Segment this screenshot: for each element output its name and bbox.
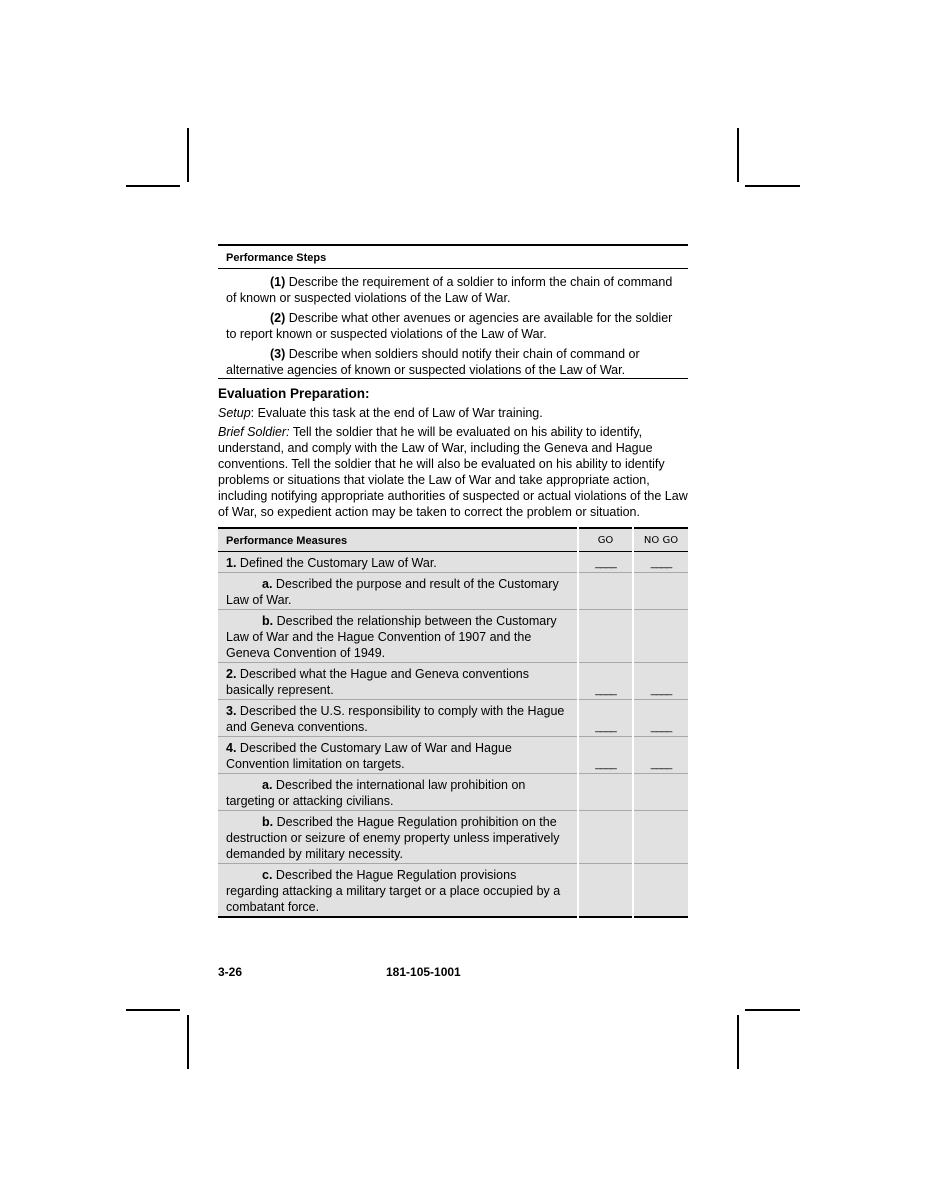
measure-number: 3.	[226, 704, 237, 718]
go-mark-cell	[578, 774, 633, 811]
go-blank[interactable]: ____	[595, 557, 616, 569]
step-text: Describe when soldiers should notify their chain of command or alternative agencies of known or suspected violations of the Law of War.	[226, 347, 640, 377]
measure-number: b.	[262, 815, 274, 829]
brief-soldier-text: Tell the soldier that he will be evaluated on his ability to identify, understand, and comply with the Law of War, including the Geneva and Hague conventions. Tell the soldier that he will also be evaluated on his ability to identify problems or situations that violate the Law of War and take appropriate action, including notifying appropriate authorities of suspected or actual violations of the Law of War, so expedient action may be taken to correct the problem or situation.	[218, 425, 688, 519]
measure-text: Described the international law prohibition on targeting or attacking civilians.	[226, 778, 526, 808]
table-row	[218, 864, 688, 918]
measure-text: Described the Hague Regulation prohibition on the destruction or seizure of enemy property unless imperatively demanded by military necessity.	[226, 815, 560, 861]
measure-number: c.	[262, 868, 273, 882]
table-row	[218, 774, 688, 811]
measure-cell	[218, 864, 578, 918]
measure-cell	[218, 811, 578, 864]
table-row	[218, 552, 688, 573]
go-mark-cell[interactable]	[578, 737, 633, 774]
measure-cell	[218, 573, 578, 610]
measure-cell	[218, 737, 578, 774]
measure-cell	[218, 663, 578, 700]
performance-step	[226, 274, 680, 306]
go-mark-cell	[578, 573, 633, 610]
table-row	[218, 663, 688, 700]
crop-mark-bottom-left-horizontal	[126, 1009, 180, 1011]
performance-measures-table	[218, 527, 688, 918]
measure-cell	[218, 700, 578, 737]
measure-text: Described what the Hague and Geneva conventions basically represent.	[226, 667, 529, 697]
measure-number: 1.	[226, 556, 237, 570]
measure-number: 4.	[226, 741, 237, 755]
table-row	[218, 610, 688, 663]
step-number: (3)	[270, 347, 286, 361]
measure-cell	[218, 552, 578, 573]
crop-mark-top-left-vertical	[187, 128, 189, 182]
step-number: (1)	[270, 275, 286, 289]
measure-text: Defined the Customary Law of War.	[239, 556, 437, 570]
nogo-mark-cell	[633, 811, 688, 864]
measure-text: Described the U.S. responsibility to comply with the Hague and Geneva conventions.	[226, 704, 565, 734]
nogo-mark-cell	[633, 610, 688, 663]
step-text: Describe what other avenues or agencies are available for the soldier to report known or suspected violations of the Law of War.	[226, 311, 673, 341]
go-column-header: GO	[578, 528, 633, 552]
evaluation-preparation-title: Evaluation Preparation:	[218, 386, 370, 401]
nogo-column-header: NO GO	[633, 528, 688, 552]
measure-number: b.	[262, 614, 274, 628]
crop-mark-bottom-right-horizontal	[745, 1009, 800, 1011]
performance-steps-header: Performance Steps	[218, 244, 688, 269]
crop-mark-bottom-left-vertical	[187, 1015, 189, 1069]
nogo-blank[interactable]: ____	[650, 758, 672, 770]
step-number: (2)	[270, 311, 286, 325]
nogo-blank[interactable]: ____	[650, 721, 672, 733]
go-mark-cell	[578, 811, 633, 864]
go-blank[interactable]: ____	[595, 758, 616, 770]
task-number: 181-105-1001	[386, 965, 461, 979]
go-blank[interactable]: ____	[595, 684, 616, 696]
brief-soldier-paragraph	[218, 424, 688, 520]
go-mark-cell[interactable]	[578, 700, 633, 737]
nogo-blank[interactable]: ____	[650, 557, 672, 569]
nogo-blank[interactable]: ____	[650, 684, 672, 696]
crop-mark-bottom-right-vertical	[737, 1015, 739, 1069]
nogo-mark-cell[interactable]	[633, 700, 688, 737]
go-mark-cell	[578, 610, 633, 663]
step-text: Describe the requirement of a soldier to inform the chain of command of known or suspected violations of the Law of War.	[226, 275, 673, 305]
crop-mark-top-right-vertical	[737, 128, 739, 182]
measure-number: a.	[262, 577, 273, 591]
setup-text: Evaluate this task at the end of Law of War training.	[257, 406, 543, 420]
nogo-mark-cell	[633, 774, 688, 811]
table-row	[218, 573, 688, 610]
measure-number: 2.	[226, 667, 237, 681]
measure-text: Described the Hague Regulation provisions regarding attacking a military target or a place occupied by a combatant force.	[226, 868, 561, 914]
performance-measures-header: Performance Measures	[218, 528, 578, 552]
measure-text: Described the relationship between the Customary Law of War and the Hague Convention of 1907 and the Geneva Convention of 1949.	[226, 614, 557, 660]
go-mark-cell[interactable]	[578, 663, 633, 700]
go-mark-cell	[578, 864, 633, 918]
nogo-mark-cell[interactable]	[633, 552, 688, 573]
nogo-mark-cell[interactable]	[633, 737, 688, 774]
performance-measures-body	[218, 552, 688, 918]
crop-mark-top-left-horizontal	[126, 185, 180, 187]
table-row	[218, 700, 688, 737]
setup-label: Setup	[218, 406, 251, 420]
measure-cell	[218, 774, 578, 811]
table-row	[218, 811, 688, 864]
brief-soldier-label: Brief Soldier:	[218, 425, 290, 439]
page-content	[218, 244, 688, 918]
table-row	[218, 737, 688, 774]
performance-step	[226, 310, 680, 342]
measure-text: Described the purpose and result of the Customary Law of War.	[226, 577, 559, 607]
measure-number: a.	[262, 778, 273, 792]
performance-step	[226, 346, 680, 378]
nogo-mark-cell[interactable]	[633, 663, 688, 700]
nogo-mark-cell	[633, 864, 688, 918]
measure-cell	[218, 610, 578, 663]
performance-steps-list	[218, 269, 688, 379]
measure-text: Described the Customary Law of War and Hague Convention limitation on targets.	[226, 741, 512, 771]
setup-paragraph: Setup: Evaluate this task at the end of Law of War training.	[218, 406, 543, 420]
go-blank[interactable]: ____	[595, 721, 616, 733]
crop-mark-top-right-horizontal	[745, 185, 800, 187]
nogo-mark-cell	[633, 573, 688, 610]
page-number: 3-26	[218, 965, 243, 979]
go-mark-cell[interactable]	[578, 552, 633, 573]
table-header-row	[218, 528, 688, 552]
